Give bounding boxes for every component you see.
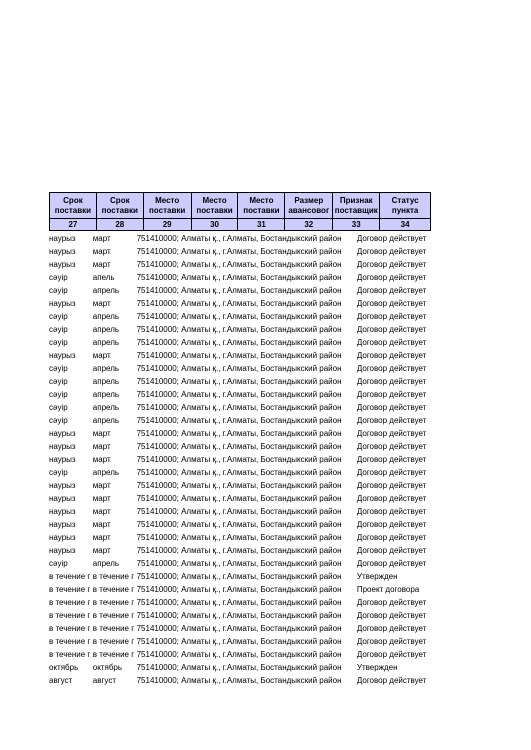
table-row [49,323,431,336]
table-row [49,635,431,648]
delivery-term-kz-cell: наурыз [49,234,76,243]
delivery-term-ru-cell: апрель [92,559,120,568]
item-status-cell: Договор действует [356,390,427,399]
delivery-location-cell: 751410000; Алматы қ., г.Алматы, Бостандыкский район [136,624,342,633]
header-cell-30: Место поставки [191,193,238,219]
delivery-term-ru-cell: в течение г [92,572,135,581]
delivery-location-cell: 751410000; Алматы қ., г.Алматы, Бостандыкский район [136,650,342,659]
delivery-term-kz-cell: наурыз [49,494,76,503]
delivery-location-cell: 751410000; Алматы қ., г.Алматы, Бостандыкский район [136,260,342,269]
item-status-cell: Договор действует [356,520,427,529]
item-status-cell: Договор действует [356,559,427,568]
delivery-location-cell: 751410000; Алматы қ., г.Алматы, Бостандыкский район [136,325,342,334]
item-status-cell: Договор действует [356,507,427,516]
table-row [49,531,431,544]
delivery-term-kz-cell: сәуір [49,390,68,399]
delivery-term-kz-cell: наурыз [49,481,76,490]
item-status-cell: Договор действует [356,650,427,659]
table-row [49,492,431,505]
item-status-cell: Договор действует [356,611,427,620]
delivery-term-kz-cell: в течение г [49,572,91,581]
delivery-term-ru-cell: март [92,494,111,503]
header-row [50,193,431,219]
table-row [49,674,431,687]
delivery-location-cell: 751410000; Алматы қ., г.Алматы, Бостандыкский район [136,533,342,542]
table-row [49,466,431,479]
delivery-term-ru-cell: апрель [92,325,120,334]
delivery-term-kz-cell: в течение г [49,611,91,620]
item-status-cell: Договор действует [356,637,427,646]
delivery-location-cell: 751410000; Алматы қ., г.Алматы, Бостандыкский район [136,481,342,490]
delivery-term-kz-cell: в течение г [49,624,91,633]
delivery-location-cell: 751410000; Алматы қ., г.Алматы, Бостандыкский район [136,351,342,360]
table-row [49,362,431,375]
table-row [49,505,431,518]
table-row [49,349,431,362]
delivery-term-ru-cell: апрель [92,403,120,412]
delivery-term-ru-cell: октябрь [92,663,123,672]
delivery-term-ru-cell: в течение г [92,624,135,633]
column-number: 32 [285,219,333,231]
delivery-term-ru-cell: в течение г [92,637,135,646]
table-row [49,284,431,297]
table-row [49,557,431,570]
table-row [49,232,431,245]
delivery-term-ru-cell: март [92,234,111,243]
delivery-term-kz-cell: сәуір [49,338,68,347]
delivery-term-kz-cell: сәуір [49,325,68,334]
delivery-term-kz-cell: август [49,676,73,685]
delivery-location-cell: 751410000; Алматы қ., г.Алматы, Бостандыкский район [136,429,342,438]
table-row [49,271,431,284]
header-cell-27: Срок поставки [50,193,97,219]
delivery-term-ru-cell: апрель [92,312,120,321]
delivery-term-ru-cell: в течение г [92,585,135,594]
delivery-location-cell: 751410000; Алматы қ., г.Алматы, Бостандыкский район [136,585,342,594]
column-number: 30 [191,219,238,231]
delivery-term-kz-cell: сәуір [49,403,68,412]
header-cell-29: Место поставки [143,193,191,219]
delivery-term-kz-cell: сәуір [49,377,68,386]
delivery-location-cell: 751410000; Алматы қ., г.Алматы, Бостандыкский район [136,273,342,282]
header-cell-31: Место поставки [238,193,285,219]
delivery-term-kz-cell: сәуір [49,468,68,477]
delivery-term-ru-cell: март [92,351,111,360]
delivery-location-cell: 751410000; Алматы қ., г.Алматы, Бостандыкский район [136,364,342,373]
item-status-cell: Договор действует [356,442,427,451]
table-row [49,544,431,557]
delivery-term-kz-cell: в течение г [49,585,91,594]
delivery-term-kz-cell: наурыз [49,533,76,542]
item-status-cell: Договор действует [356,676,427,685]
delivery-term-kz-cell: в течение г [49,598,91,607]
item-status-cell: Договор действует [356,286,427,295]
item-status-cell: Договор действует [356,598,427,607]
delivery-term-ru-cell: март [92,299,111,308]
item-status-cell: Договор действует [356,377,427,386]
delivery-location-cell: 751410000; Алматы қ., г.Алматы, Бостандыкский район [136,663,342,672]
item-status-cell: Договор действует [356,416,427,425]
delivery-term-kz-cell: сәуір [49,559,68,568]
delivery-term-ru-cell: август [92,676,116,685]
item-status-cell: Договор действует [356,234,427,243]
delivery-location-cell: 751410000; Алматы қ., г.Алматы, Бостандыкский район [136,442,342,451]
delivery-location-cell: 751410000; Алматы қ., г.Алматы, Бостандыкский район [136,312,342,321]
item-status-cell: Договор действует [356,260,427,269]
delivery-location-cell: 751410000; Алматы қ., г.Алматы, Бостандыкский район [136,403,342,412]
delivery-location-cell: 751410000; Алматы қ., г.Алматы, Бостандыкский район [136,286,342,295]
item-status-cell: Договор действует [356,325,427,334]
delivery-term-kz-cell: наурыз [49,507,76,516]
table-row [49,648,431,661]
delivery-term-kz-cell: наурыз [49,455,76,464]
header-cell-32: Размер авансовог [285,193,333,219]
header-cell-28: Срок поставки [96,193,143,219]
delivery-location-cell: 751410000; Алматы қ., г.Алматы, Бостандыкский район [136,234,342,243]
delivery-location-cell: 751410000; Алматы қ., г.Алматы, Бостандыкский район [136,390,342,399]
table-row [49,310,431,323]
delivery-location-cell: 751410000; Алматы қ., г.Алматы, Бостандыкский район [136,676,342,685]
delivery-term-ru-cell: март [92,533,111,542]
column-number: 29 [143,219,191,231]
table-row [49,609,431,622]
item-status-cell: Утвержден [356,663,398,672]
delivery-term-kz-cell: в течение г [49,650,91,659]
item-status-cell: Договор действует [356,299,427,308]
delivery-term-ru-cell: март [92,247,111,256]
delivery-location-cell: 751410000; Алматы қ., г.Алматы, Бостандыкский район [136,299,342,308]
delivery-term-ru-cell: в течение г [92,598,135,607]
item-status-cell: Договор действует [356,364,427,373]
delivery-term-kz-cell: наурыз [49,442,76,451]
delivery-term-kz-cell: сәуір [49,286,68,295]
delivery-location-cell: 751410000; Алматы қ., г.Алматы, Бостандыкский район [136,598,342,607]
delivery-term-kz-cell: сәуір [49,364,68,373]
delivery-term-kz-cell: наурыз [49,260,76,269]
table-row [49,245,431,258]
item-status-cell: Договор действует [356,247,427,256]
item-status-cell: Договор действует [356,351,427,360]
table-row [49,375,431,388]
delivery-term-ru-cell: апрель [92,364,120,373]
delivery-term-ru-cell: апель [92,273,115,282]
delivery-term-kz-cell: наурыз [49,299,76,308]
delivery-location-cell: 751410000; Алматы қ., г.Алматы, Бостандыкский район [136,247,342,256]
data-table [49,232,431,687]
table-row [49,336,431,349]
table-row [49,479,431,492]
delivery-term-ru-cell: март [92,429,111,438]
item-status-cell: Договор действует [356,546,427,555]
table-row [49,518,431,531]
item-status-cell: Договор действует [356,481,427,490]
item-status-cell: Договор действует [356,338,427,347]
header-table [49,192,431,231]
delivery-location-cell: 751410000; Алматы қ., г.Алматы, Бостандыкский район [136,572,342,581]
delivery-term-kz-cell: наурыз [49,429,76,438]
delivery-term-ru-cell: март [92,546,111,555]
delivery-term-ru-cell: март [92,455,111,464]
delivery-term-ru-cell: апрель [92,468,120,477]
table-row [49,661,431,674]
table-row [49,622,431,635]
delivery-term-ru-cell: в течение г [92,611,135,620]
delivery-location-cell: 751410000; Алматы қ., г.Алматы, Бостандыкский район [136,338,342,347]
delivery-term-kz-cell: сәуір [49,416,68,425]
table-row [49,401,431,414]
delivery-term-ru-cell: март [92,507,111,516]
delivery-term-kz-cell: наурыз [49,546,76,555]
column-number: 34 [380,219,431,231]
item-status-cell: Договор действует [356,624,427,633]
delivery-term-ru-cell: март [92,520,111,529]
table-row [49,570,431,583]
item-status-cell: Договор действует [356,455,427,464]
delivery-term-kz-cell: наурыз [49,247,76,256]
table-row [49,427,431,440]
delivery-term-ru-cell: март [92,481,111,490]
delivery-location-cell: 751410000; Алматы қ., г.Алматы, Бостандыкский район [136,377,342,386]
delivery-term-kz-cell: в течение г [49,637,91,646]
item-status-cell: Договор действует [356,533,427,542]
item-status-cell: Договор действует [356,312,427,321]
table-row [49,596,431,609]
delivery-term-kz-cell: наурыз [49,520,76,529]
table-row [49,297,431,310]
header-cell-34: Статус пункта [380,193,431,219]
delivery-location-cell: 751410000; Алматы қ., г.Алматы, Бостандыкский район [136,546,342,555]
delivery-location-cell: 751410000; Алматы қ., г.Алматы, Бостандыкский район [136,559,342,568]
delivery-term-ru-cell: апрель [92,416,120,425]
table-row [49,453,431,466]
delivery-term-ru-cell: март [92,260,111,269]
column-number: 31 [238,219,285,231]
delivery-term-ru-cell: март [92,442,111,451]
table-row [49,583,431,596]
delivery-location-cell: 751410000; Алматы қ., г.Алматы, Бостандыкский район [136,416,342,425]
delivery-location-cell: 751410000; Алматы қ., г.Алматы, Бостандыкский район [136,468,342,477]
delivery-term-kz-cell: сәуір [49,273,68,282]
delivery-term-ru-cell: апрель [92,377,120,386]
item-status-cell: Утвержден [356,572,398,581]
delivery-location-cell: 751410000; Алматы қ., г.Алматы, Бостандыкский район [136,507,342,516]
column-number: 33 [333,219,380,231]
item-status-cell: Договор действует [356,403,427,412]
item-status-cell: Договор действует [356,494,427,503]
delivery-location-cell: 751410000; Алматы қ., г.Алматы, Бостандыкский район [136,637,342,646]
delivery-term-kz-cell: октябрь [49,663,79,672]
table-row [49,388,431,401]
table-row [49,258,431,271]
delivery-term-ru-cell: апрель [92,390,120,399]
delivery-location-cell: 751410000; Алматы қ., г.Алматы, Бостандыкский район [136,494,342,503]
delivery-term-ru-cell: в течение г [92,650,135,659]
item-status-cell: Проект договора [356,585,420,594]
delivery-term-ru-cell: апрель [92,286,120,295]
delivery-location-cell: 751410000; Алматы қ., г.Алматы, Бостандыкский район [136,520,342,529]
column-number-row [50,219,431,231]
column-number: 27 [50,219,97,231]
delivery-location-cell: 751410000; Алматы қ., г.Алматы, Бостандыкский район [136,455,342,464]
table-row [49,440,431,453]
item-status-cell: Договор действует [356,273,427,282]
delivery-term-kz-cell: наурыз [49,351,76,360]
spreadsheet [49,192,431,687]
column-number: 28 [96,219,143,231]
item-status-cell: Договор действует [356,429,427,438]
delivery-term-kz-cell: сәуір [49,312,68,321]
delivery-term-ru-cell: апрель [92,338,120,347]
header-cell-33: Признак поставщик [333,193,380,219]
table-row [49,414,431,427]
item-status-cell: Договор действует [356,468,427,477]
delivery-location-cell: 751410000; Алматы қ., г.Алматы, Бостандыкский район [136,611,342,620]
